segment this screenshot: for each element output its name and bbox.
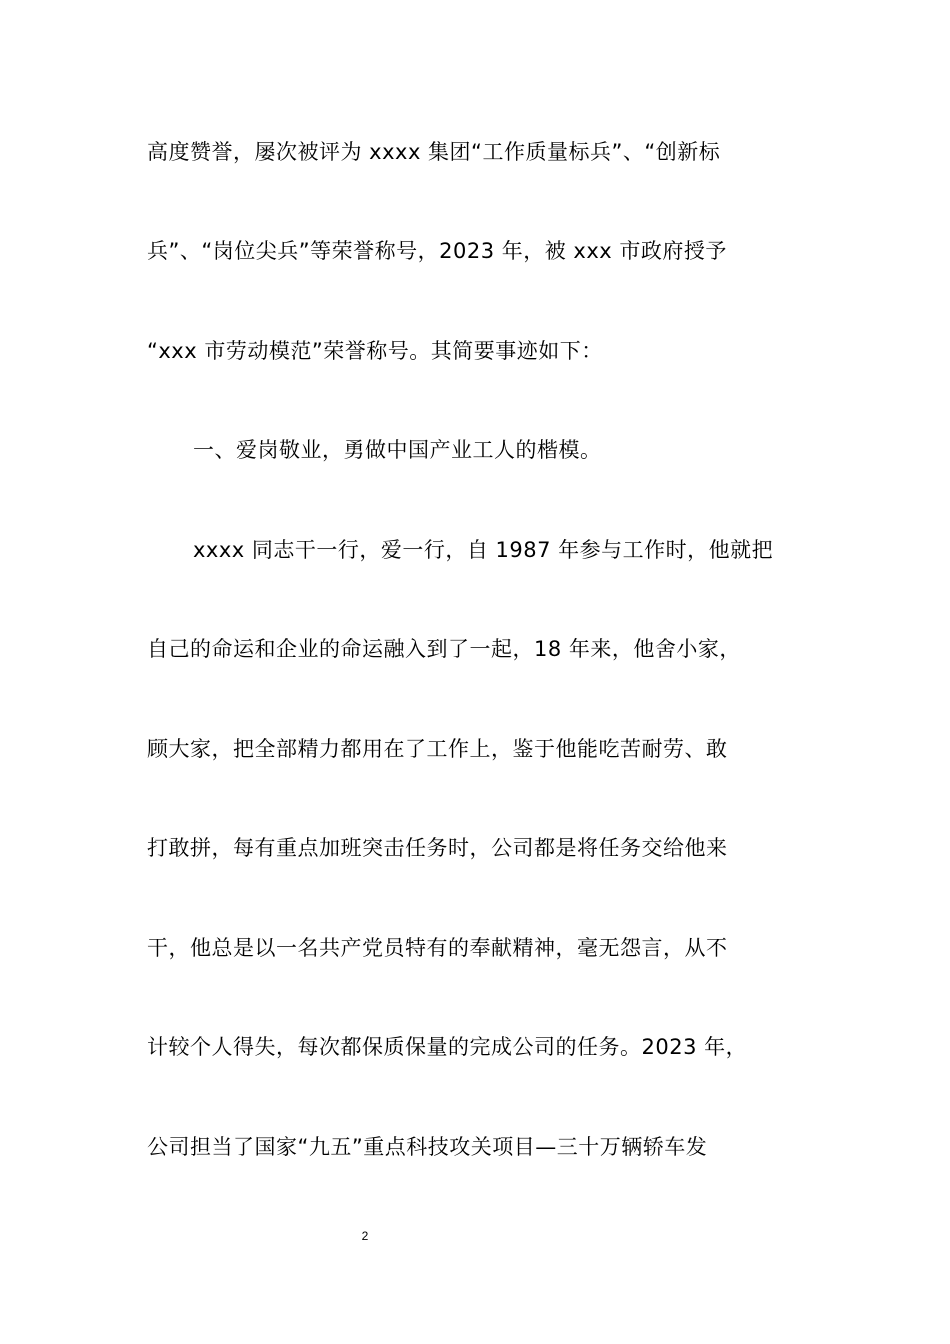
section-heading: 一、爱岗敬业，勇做中国产业工人的楷模。: [193, 438, 602, 462]
body-text-line: 兵”、“岗位尖兵”等荣誉称号，2023 年，被 xxx 市政府授予: [147, 239, 727, 263]
body-text-line: 顾大家，把全部精力都用在了工作上，鉴于他能吃苦耐劳、敢: [147, 737, 728, 761]
body-text-line: 公司担当了国家“九五”重点科技攻关项目—三十万辆轿车发: [147, 1135, 708, 1159]
body-text-line: 自己的命运和企业的命运融入到了一起，18 年来，他舍小家，: [147, 637, 741, 661]
body-text-line: 计较个人得失，每次都保质保量的完成公司的任务。2023 年，: [147, 1035, 748, 1059]
body-text-line: xxxx 同志干一行，爱一行，自 1987 年参与工作时，他就把: [193, 538, 774, 562]
body-text-line: “xxx 市劳动模范”荣誉称号。其简要事迹如下：: [147, 339, 603, 363]
body-text-line: 干，他总是以一名共产党员特有的奉献精神，毫无怨言，从不: [147, 936, 728, 960]
body-text-line: 打敢拼，每有重点加班突击任务时，公司都是将任务交给他来: [147, 836, 728, 860]
page-number: 2: [361, 1229, 369, 1243]
body-text-line: 高度赞誉，屡次被评为 xxxx 集团“工作质量标兵”、“创新标: [147, 140, 721, 164]
